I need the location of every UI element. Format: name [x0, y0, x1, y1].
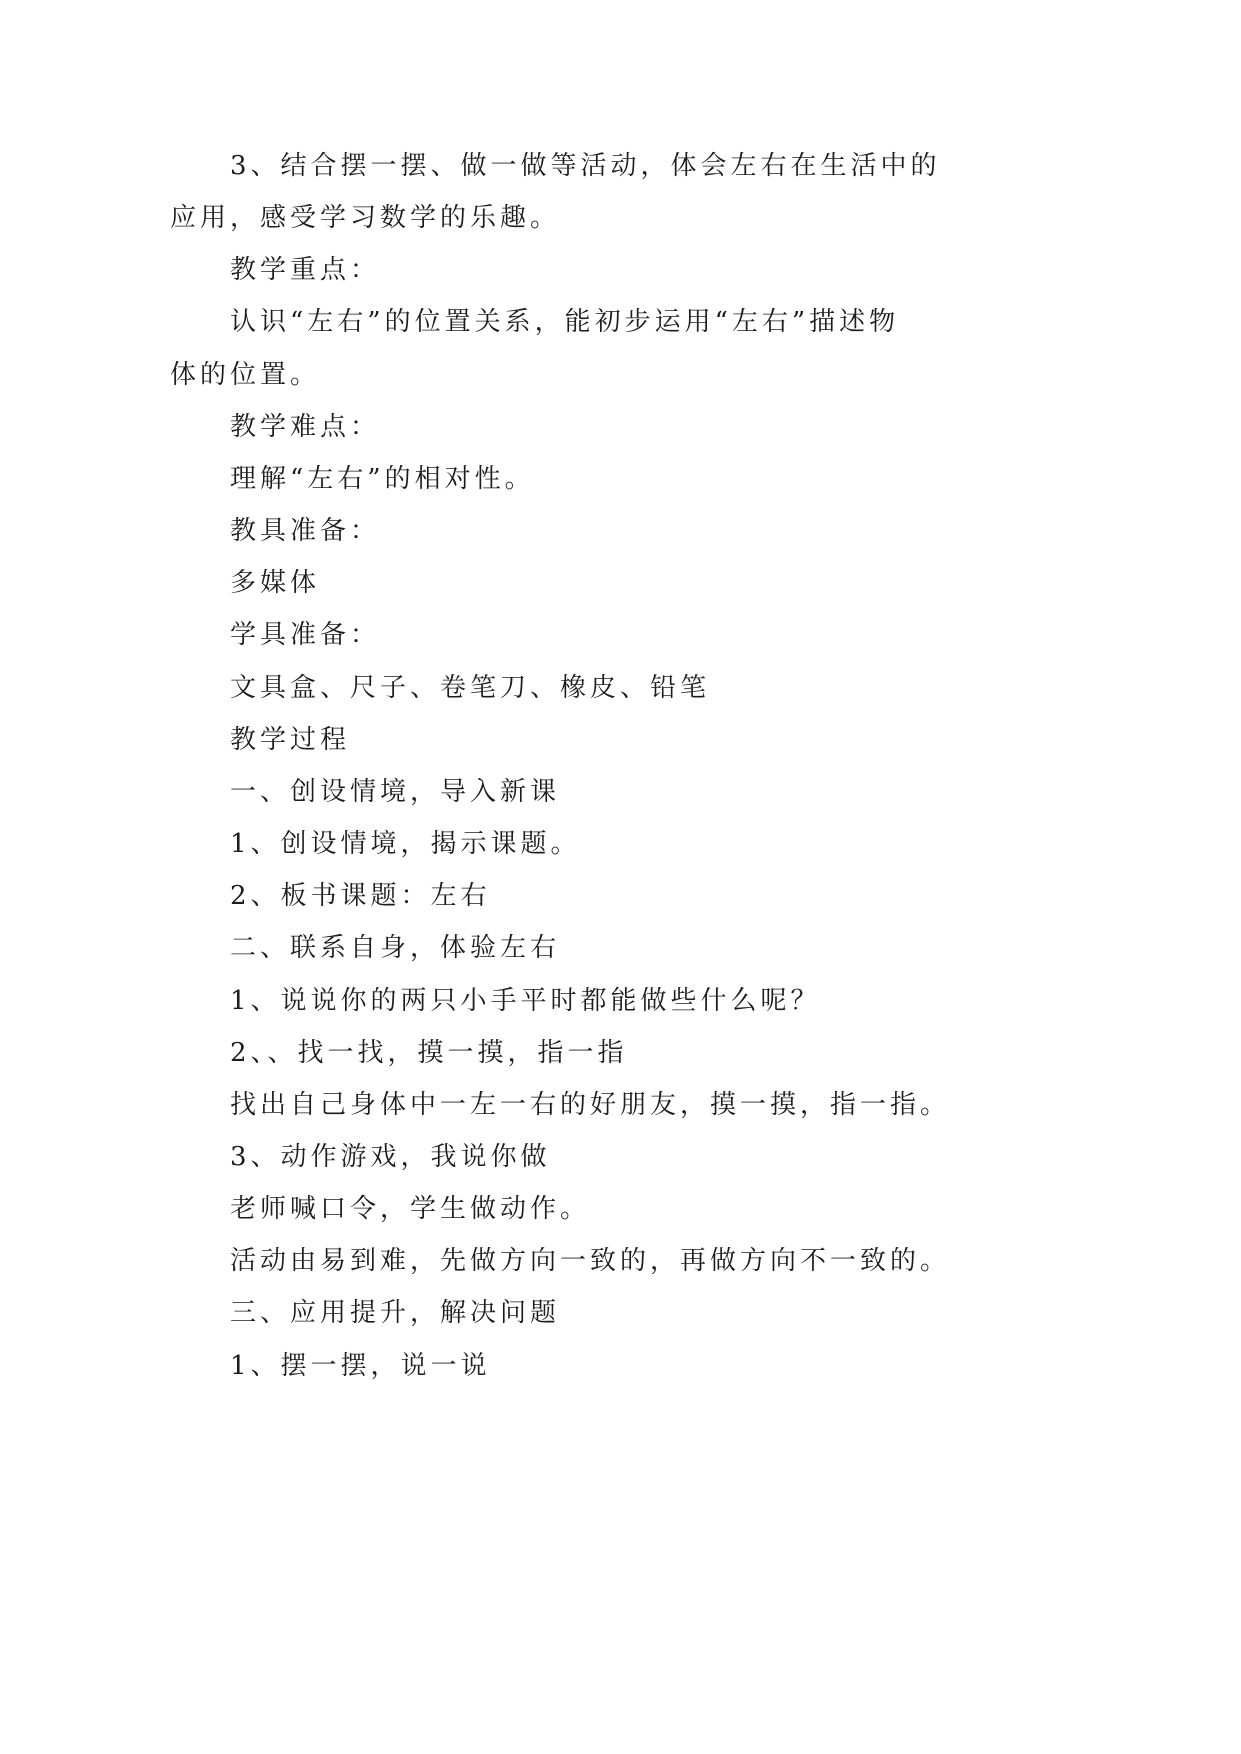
paragraph-line: 1、创设情境，揭示课题。: [230, 829, 581, 860]
heading-teaching-process: [170, 714, 990, 766]
list-item: [170, 1340, 990, 1392]
paragraph-teaching-aids: [170, 557, 990, 609]
paragraph-line: 活动由易到难，先做方向一致的，再做方向不一致的。: [230, 1246, 951, 1277]
paragraph-text: [170, 1183, 990, 1235]
section-heading-1: [170, 766, 990, 818]
paragraph-line: 体的位置。: [170, 359, 321, 390]
heading-difficulties: [170, 401, 990, 453]
heading-key-points: [170, 244, 990, 296]
paragraph-line: 多媒体: [230, 568, 321, 599]
list-item: [170, 975, 990, 1027]
list-item: [170, 818, 990, 870]
document-body: [170, 140, 990, 1392]
paragraph-line: 三、应用提升，解决问题: [230, 1298, 561, 1329]
section-heading-3: [170, 1287, 990, 1339]
paragraph-text: [170, 1079, 990, 1131]
paragraph-key-points: [170, 296, 990, 400]
paragraph-line: 学具准备：: [230, 620, 381, 651]
section-heading-2: [170, 922, 990, 974]
paragraph-line: 2、、找一找，摸一摸，指一指: [230, 1037, 628, 1068]
paragraph-line: 教学难点：: [230, 411, 381, 442]
paragraph-line: 教学过程: [230, 724, 351, 755]
paragraph-text: [170, 1235, 990, 1287]
paragraph-learning-tools: [170, 662, 990, 714]
heading-learning-tools: [170, 609, 990, 661]
paragraph-difficulties: [170, 453, 990, 505]
paragraph-line: 2、板书课题：左右: [230, 881, 491, 912]
paragraph-line: 3、动作游戏，我说你做: [230, 1141, 551, 1172]
paragraph-line: 文具盒、尺子、卷笔刀、橡皮、铅笔: [230, 672, 711, 703]
paragraph-objective-3: [170, 140, 990, 244]
list-item: [170, 870, 990, 922]
paragraph-line: 1、说说你的两只小手平时都能做些什么呢？: [230, 985, 821, 1016]
paragraph-line: 找出自己身体中一左一右的好朋友，摸一摸，指一指。: [230, 1089, 951, 1120]
paragraph-line: 3、结合摆一摆、做一做等活动，体会左右在生活中的: [230, 151, 941, 181]
heading-teaching-aids: [170, 505, 990, 557]
paragraph-line: 应用，感受学习数学的乐趣。: [170, 203, 561, 234]
paragraph-line: 1、摆一摆，说一说: [230, 1350, 491, 1381]
paragraph-line: 一、创设情境，导入新课: [230, 776, 561, 807]
list-item: [170, 1131, 990, 1183]
paragraph-line: 老师喊口令，学生做动作。: [230, 1194, 591, 1225]
paragraph-line: 二、联系自身，体验左右: [230, 933, 561, 964]
paragraph-line: 认识“左右”的位置关系，能初步运用“左右”描述物: [230, 307, 900, 338]
list-item: [170, 1027, 990, 1079]
paragraph-line: 教学重点：: [230, 255, 381, 286]
paragraph-line: 理解“左右”的相对性。: [230, 463, 535, 494]
paragraph-line: 教具准备：: [230, 516, 381, 547]
